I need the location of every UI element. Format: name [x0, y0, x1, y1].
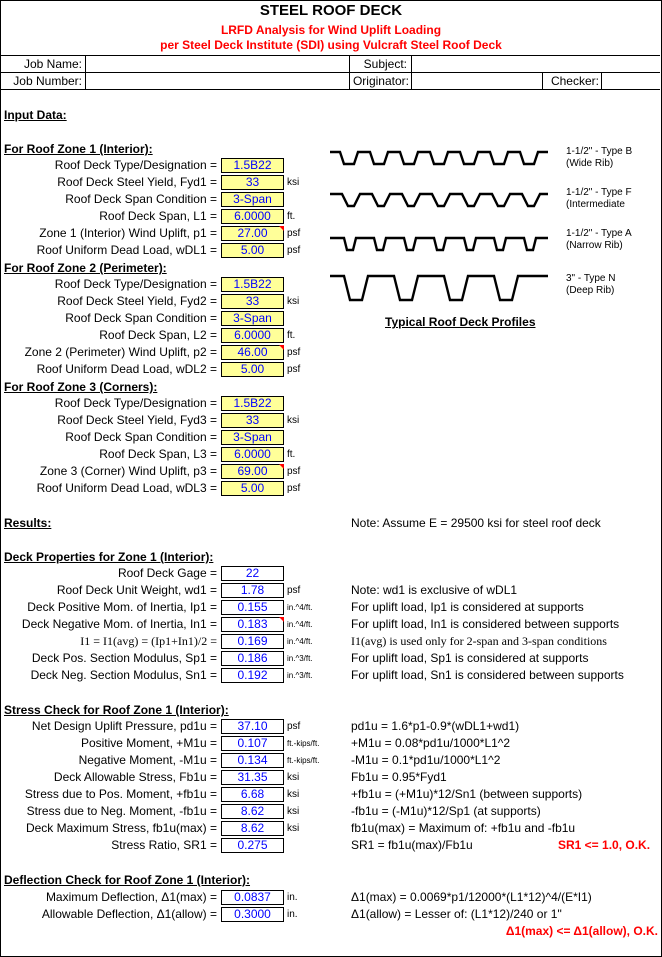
- zone1-span-cond-input[interactable]: 3-Span: [221, 192, 284, 207]
- unit-label: psf: [287, 347, 301, 358]
- profiles-caption: Typical Roof Deck Profiles: [385, 315, 536, 329]
- job-number-label: Job Number:: [13, 74, 82, 88]
- fb1u-pos-formula: +fb1u = (+M1u)*12/Sn1 (between supports): [351, 787, 583, 801]
- type-a-profile: [330, 238, 548, 250]
- sn1-label: Deck Neg. Section Modulus, Sn1 =: [30, 668, 217, 682]
- defl-allow-value: 0.3000: [221, 907, 284, 922]
- zone3-deck-type-input[interactable]: 1.5B22: [221, 396, 284, 411]
- zone3-span-label: Roof Deck Span, L3 =: [99, 447, 217, 461]
- zone2-deck-type-label: Roof Deck Type/Designation =: [54, 277, 217, 291]
- in1-value: 0.183: [221, 617, 284, 632]
- zone3-span-cond-input[interactable]: 3-Span: [221, 430, 284, 445]
- divider: [349, 55, 350, 89]
- checker-field[interactable]: [603, 74, 658, 89]
- zone3-uplift-input[interactable]: 69.00: [221, 464, 284, 479]
- unit-label: psf: [287, 245, 301, 256]
- zone1-yield-input[interactable]: 33: [221, 175, 284, 190]
- unit-label: ft.: [287, 449, 296, 460]
- fb1u-formula: Fb1u = 0.95*Fyd1: [351, 770, 447, 784]
- unit-label: in.^4/ft.: [287, 603, 313, 612]
- zone1-uplift-input[interactable]: 27.00: [221, 226, 284, 241]
- zone1-uplift-label: Zone 1 (Interior) Wind Uplift, p1 =: [39, 226, 217, 240]
- fb1u-neg-formula: -fb1u = (-M1u)*12/Sp1 (at supports): [351, 804, 541, 818]
- unit-label: ksi: [287, 806, 300, 817]
- i1-label: I1 = I1(avg) = (Ip1+In1)/2 =: [80, 634, 217, 648]
- unit-label: psf: [287, 364, 301, 375]
- type-b-profile: [330, 152, 548, 164]
- zone2-span-label: Roof Deck Span, L2 =: [99, 328, 217, 342]
- sn1-note: For uplift load, Sn1 is considered between supports: [351, 668, 624, 682]
- i1-note: I1(avg) is used only for 2-span and 3-span conditions: [351, 634, 607, 648]
- i1-value: 0.169: [221, 634, 284, 649]
- divider: [85, 55, 86, 89]
- zone3-yield-input[interactable]: 33: [221, 413, 284, 428]
- fb1u-max-label: Deck Maximum Stress, fb1u(max) =: [25, 821, 217, 835]
- type-f-profile: [330, 194, 548, 206]
- divider: [0, 72, 660, 73]
- unit-weight-label: Roof Deck Unit Weight, wd1 =: [56, 583, 217, 597]
- sr1-label: Stress Ratio, SR1 =: [111, 838, 217, 852]
- divider: [411, 55, 412, 89]
- input-data-heading: Input Data:: [4, 108, 67, 122]
- fb1u-label: Deck Allowable Stress, Fb1u =: [53, 770, 217, 784]
- unit-label: ft.-kips/ft.: [287, 756, 320, 765]
- job-name-field[interactable]: [87, 57, 347, 72]
- sr1-value: 0.275: [221, 838, 284, 853]
- stress-heading: Stress Check for Roof Zone 1 (Interior):: [4, 703, 229, 717]
- page-title: STEEL ROOF DECK: [259, 2, 403, 19]
- m1u-neg-value: 0.134: [221, 753, 284, 768]
- unit-label: psf: [287, 483, 301, 494]
- ip1-value: 0.155: [221, 600, 284, 615]
- zone3-deck-type-label: Roof Deck Type/Designation =: [54, 396, 217, 410]
- comment-marker-icon[interactable]: [279, 617, 284, 622]
- sp1-label: Deck Pos. Section Modulus, Sp1 =: [31, 651, 217, 665]
- job-number-field[interactable]: [87, 74, 347, 89]
- defl-allow-label: Allowable Deflection, Δ1(allow) =: [41, 907, 217, 921]
- zone1-span-input[interactable]: 6.0000: [221, 209, 284, 224]
- unit-label: psf: [287, 585, 301, 596]
- zone2-dead-load-input[interactable]: 5.00: [221, 362, 284, 377]
- zone2-uplift-input[interactable]: 46.00: [221, 345, 284, 360]
- zone2-heading: For Roof Zone 2 (Perimeter):: [4, 261, 167, 275]
- unit-label: psf: [287, 466, 301, 477]
- zone3-uplift-label: Zone 3 (Corner) Wind Uplift, p3 =: [39, 464, 217, 478]
- fb1u-pos-value: 6.68: [221, 787, 284, 802]
- divider: [542, 72, 543, 89]
- defl-allow-formula: Δ1(allow) = Lesser of: (L1*12)/240 or 1": [351, 907, 562, 921]
- sn1-value: 0.192: [221, 668, 284, 683]
- unit-label: in.^4/ft.: [287, 620, 313, 629]
- divider: [601, 72, 602, 89]
- unit-label: psf: [287, 721, 301, 732]
- unit-label: ksi: [287, 177, 300, 188]
- page-subtitle-1: LRFD Analysis for Wind Uplift Loading: [220, 23, 442, 37]
- zone2-dead-load-label: Roof Uniform Dead Load, wDL2 =: [36, 362, 217, 376]
- sr1-formula: SR1 = fb1u(max)/Fb1u: [351, 838, 473, 852]
- zone1-dead-load-label: Roof Uniform Dead Load, wDL1 =: [36, 243, 217, 257]
- fb1u-pos-label: Stress due to Pos. Moment, +fb1u =: [24, 787, 217, 801]
- unit-label: ksi: [287, 823, 300, 834]
- in1-note: For uplift load, In1 is considered between supports: [351, 617, 620, 631]
- zone1-span-label: Roof Deck Span, L1 =: [99, 209, 217, 223]
- unit-label: in.^4/ft.: [287, 637, 313, 646]
- deck-props-heading: Deck Properties for Zone 1 (Interior):: [4, 550, 214, 564]
- profile-a-label: 1-1/2" - Type A: [566, 228, 632, 239]
- pd1u-formula: pd1u = 1.6*p1-0.9*(wDL1+wd1): [351, 719, 520, 733]
- profile-n-label: 3" - Type N: [566, 273, 616, 284]
- divider: [0, 89, 660, 90]
- unit-label: in.: [287, 892, 298, 903]
- unit-weight-note: Note: wd1 is exclusive of wDL1: [351, 583, 518, 597]
- fb1u-max-formula: fb1u(max) = Maximum of: +fb1u and -fb1u: [351, 821, 576, 835]
- comment-marker-icon[interactable]: [279, 464, 284, 469]
- profile-f-desc: (Intermediate: [566, 199, 625, 210]
- pd1u-value: 37.10: [221, 719, 284, 734]
- profile-n-desc: (Deep Rib): [566, 285, 615, 296]
- unit-weight-value: 1.78: [221, 583, 284, 598]
- zone3-span-cond-label: Roof Deck Span Condition =: [65, 430, 217, 444]
- comment-marker-icon[interactable]: [279, 226, 284, 231]
- defl-max-formula: Δ1(max) = 0.0069*p1/12000*(L1*12)^4/(E*I1): [351, 890, 592, 904]
- zone2-span-input[interactable]: 6.0000: [221, 328, 284, 343]
- zone3-span-input[interactable]: 6.0000: [221, 447, 284, 462]
- results-note: Note: Assume E = 29500 ksi for steel roof deck: [351, 516, 601, 530]
- zone1-span-cond-label: Roof Deck Span Condition =: [65, 192, 217, 206]
- job-name-label: Job Name:: [23, 57, 82, 71]
- unit-label: ksi: [287, 296, 300, 307]
- profile-b-desc: (Wide Rib): [566, 158, 614, 169]
- unit-label: ksi: [287, 772, 300, 783]
- subject-label: Subject:: [363, 57, 407, 71]
- unit-label: in.: [287, 909, 298, 920]
- gage-value: 22: [221, 566, 284, 581]
- ip1-label: Deck Positive Mom. of Inertia, Ip1 =: [27, 600, 217, 614]
- defl-max-label: Maximum Deflection, Δ1(max) =: [45, 890, 217, 904]
- unit-label: ksi: [287, 789, 300, 800]
- zone1-heading: For Roof Zone 1 (Interior):: [4, 142, 153, 156]
- profile-f-label: 1-1/2" - Type F: [566, 187, 632, 198]
- subject-field[interactable]: [413, 57, 658, 72]
- deflection-heading: Deflection Check for Roof Zone 1 (Interior):: [4, 873, 251, 887]
- pd1u-label: Net Design Uplift Pressure, pd1u =: [31, 719, 217, 733]
- unit-label: ft.-kips/ft.: [287, 739, 320, 748]
- zone1-deck-type-input[interactable]: 1.5B22: [221, 158, 284, 173]
- zone3-dead-load-input[interactable]: 5.00: [221, 481, 284, 496]
- deflection-ok-status: Δ1(max) <= Δ1(allow), O.K.: [505, 924, 658, 938]
- originator-field[interactable]: [413, 74, 540, 89]
- zone1-deck-type-label: Roof Deck Type/Designation =: [54, 158, 217, 172]
- in1-label: Deck Negative Mom. of Inertia, In1 =: [21, 617, 217, 631]
- zone3-yield-label: Roof Deck Steel Yield, Fyd3 =: [57, 413, 217, 427]
- comment-marker-icon[interactable]: [279, 345, 284, 350]
- checker-label: Checker:: [550, 74, 599, 88]
- unit-label: in.^3/ft.: [287, 654, 313, 663]
- sp1-note: For uplift load, Sp1 is considered at supports: [351, 651, 589, 665]
- zone3-dead-load-label: Roof Uniform Dead Load, wDL3 =: [36, 481, 217, 495]
- type-n-profile: [330, 276, 548, 300]
- unit-label: psf: [287, 228, 301, 239]
- m1u-pos-formula: +M1u = 0.08*pd1u/1000*L1^2: [351, 736, 511, 750]
- fb1u-neg-label: Stress due to Neg. Moment, -fb1u =: [26, 804, 217, 818]
- fb1u-neg-value: 8.62: [221, 804, 284, 819]
- zone3-heading: For Roof Zone 3 (Corners):: [4, 380, 158, 394]
- m1u-neg-formula: -M1u = 0.1*pd1u/1000*L1^2: [351, 753, 501, 767]
- fb1u-value: 31.35: [221, 770, 284, 785]
- fb1u-max-value: 8.62: [221, 821, 284, 836]
- zone2-span-cond-label: Roof Deck Span Condition =: [65, 311, 217, 325]
- zone2-yield-input[interactable]: 33: [221, 294, 284, 309]
- zone1-dead-load-input[interactable]: 5.00: [221, 243, 284, 258]
- defl-max-value: 0.0837: [221, 890, 284, 905]
- stress-ok-status: SR1 <= 1.0, O.K.: [558, 838, 651, 852]
- m1u-neg-label: Negative Moment, -M1u =: [78, 753, 217, 767]
- profile-b-label: 1-1/2" - Type B: [566, 146, 633, 157]
- zone2-deck-type-input[interactable]: 1.5B22: [221, 277, 284, 292]
- sp1-value: 0.186: [221, 651, 284, 666]
- ip1-note: For uplift load, Ip1 is considered at supports: [351, 600, 584, 614]
- zone2-uplift-label: Zone 2 (Perimeter) Wind Uplift, p2 =: [24, 345, 217, 359]
- zone1-yield-label: Roof Deck Steel Yield, Fyd1 =: [57, 175, 217, 189]
- zone2-yield-label: Roof Deck Steel Yield, Fyd2 =: [57, 294, 217, 308]
- unit-label: ksi: [287, 415, 300, 426]
- gage-label: Roof Deck Gage =: [117, 566, 217, 580]
- profile-a-desc: (Narrow Rib): [566, 240, 623, 251]
- unit-label: in.^3/ft.: [287, 671, 313, 680]
- m1u-pos-label: Positive Moment, +M1u =: [80, 736, 217, 750]
- originator-label: Originator:: [352, 74, 409, 88]
- results-heading: Results:: [4, 516, 52, 530]
- zone2-span-cond-input[interactable]: 3-Span: [221, 311, 284, 326]
- divider: [0, 55, 660, 56]
- page-subtitle-2: per Steel Deck Institute (SDI) using Vulcraft Steel Roof Deck: [160, 38, 502, 52]
- deck-profiles-diagram: [330, 144, 552, 314]
- unit-label: ft.: [287, 211, 296, 222]
- m1u-pos-value: 0.107: [221, 736, 284, 751]
- unit-label: ft.: [287, 330, 296, 341]
